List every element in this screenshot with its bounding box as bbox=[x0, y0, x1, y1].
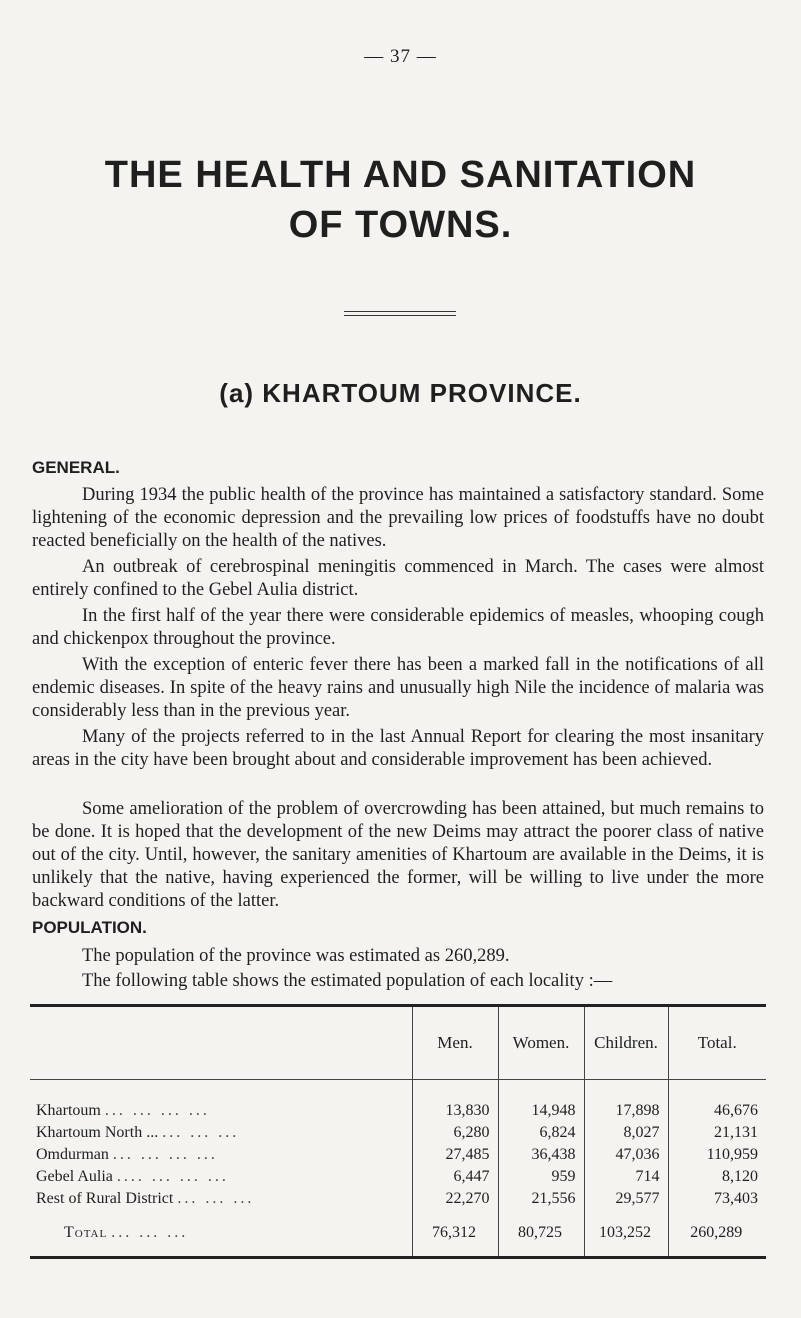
women-cell: 21,556 bbox=[498, 1188, 584, 1210]
population-table-container bbox=[30, 1004, 766, 1259]
header-locality bbox=[30, 1006, 412, 1080]
table-row bbox=[30, 1080, 766, 1123]
locality-cell: Khartoum ... ... ... ... bbox=[36, 1102, 210, 1119]
children-cell: 714 bbox=[584, 1166, 668, 1188]
total-cell: 8,120 bbox=[668, 1166, 766, 1188]
total-label-cell: Total ... ... ... bbox=[64, 1224, 189, 1241]
total-cell: 21,131 bbox=[668, 1122, 766, 1144]
header-children: Children. bbox=[584, 1006, 668, 1080]
table-row bbox=[30, 1188, 766, 1210]
children-cell: 29,577 bbox=[584, 1188, 668, 1210]
leader-dots: ... ... ... ... bbox=[104, 1102, 210, 1119]
locality-cell: Gebel Aulia .... ... ... ... bbox=[36, 1168, 229, 1185]
children-cell: 47,036 bbox=[584, 1144, 668, 1166]
men-cell: 6,280 bbox=[412, 1122, 498, 1144]
double-rule-divider bbox=[344, 311, 456, 316]
locality-cell: Omdurman ... ... ... ... bbox=[36, 1146, 218, 1163]
leader-dots: ... ... ... bbox=[177, 1190, 255, 1207]
population-heading: POPULATION. bbox=[32, 918, 147, 937]
total-cell: 73,403 bbox=[668, 1188, 766, 1210]
grand-total-cell: 260,289 bbox=[668, 1210, 766, 1258]
general-paragraph-4: With the exception of enteric fever there has been a marked fall in the notifications of all endemic diseases. In spite of the heavy rains and unusually high Nile the incidence of malaria was considerably less than in the previous year. bbox=[32, 655, 764, 721]
population-table bbox=[30, 1004, 766, 1259]
locality-cell: Khartoum North ... ... ... ... bbox=[36, 1124, 240, 1141]
page-number: — 37 — bbox=[364, 46, 437, 67]
leader-dots: ... ... ... bbox=[162, 1124, 240, 1141]
general-paragraph-5: Many of the projects referred to in the last Annual Report for clearing the most insanitary areas in the city have been brought about and considerable improvement has been achieved. bbox=[32, 727, 764, 770]
total-children-cell: 103,252 bbox=[584, 1210, 668, 1258]
children-cell: 8,027 bbox=[584, 1122, 668, 1144]
header-total: Total. bbox=[668, 1006, 766, 1080]
men-cell: 22,270 bbox=[412, 1188, 498, 1210]
leader-dots: .... ... ... ... bbox=[116, 1168, 229, 1185]
population-paragraph-2: The following table shows the estimated population of each locality :— bbox=[82, 971, 613, 991]
section-title: (a) KHARTOUM PROVINCE. bbox=[219, 378, 582, 408]
locality-cell: Rest of Rural District ... ... ... bbox=[36, 1190, 255, 1207]
women-cell: 959 bbox=[498, 1166, 584, 1188]
header-men: Men. bbox=[412, 1006, 498, 1080]
page-title-line-2: OF TOWNS. bbox=[288, 204, 513, 246]
women-cell: 14,948 bbox=[498, 1080, 584, 1123]
general-heading: GENERAL. bbox=[32, 458, 120, 477]
total-men-cell: 76,312 bbox=[412, 1210, 498, 1258]
men-cell: 13,830 bbox=[412, 1080, 498, 1123]
header-women: Women. bbox=[498, 1006, 584, 1080]
men-cell: 27,485 bbox=[412, 1144, 498, 1166]
page-title-line-1: THE HEALTH AND SANITATION bbox=[104, 154, 697, 196]
total-women-cell: 80,725 bbox=[498, 1210, 584, 1258]
leader-dots: ... ... ... ... bbox=[112, 1146, 218, 1163]
page-title bbox=[0, 150, 801, 250]
women-cell: 36,438 bbox=[498, 1144, 584, 1166]
general-paragraph-2: An outbreak of cerebrospinal meningitis commenced in March. The cases were almost entirely confined to the Gebel Aulia district. bbox=[32, 557, 764, 600]
table-row bbox=[30, 1144, 766, 1166]
table-total-row bbox=[30, 1210, 766, 1258]
total-cell: 46,676 bbox=[668, 1080, 766, 1123]
table-row bbox=[30, 1166, 766, 1188]
men-cell: 6,447 bbox=[412, 1166, 498, 1188]
total-cell: 110,959 bbox=[668, 1144, 766, 1166]
children-cell: 17,898 bbox=[584, 1080, 668, 1123]
general-paragraph-1: During 1934 the public health of the province has maintained a satisfactory standard. Some lightening of the economic depression and the prevailing low prices of foodstuffs have no doubt reacted beneficially on the health of the natives. bbox=[32, 485, 764, 551]
table-header-row bbox=[30, 1006, 766, 1080]
women-cell: 6,824 bbox=[498, 1122, 584, 1144]
population-paragraph-1: The population of the province was estimated as 260,289. bbox=[82, 946, 510, 966]
leader-dots: ... ... ... bbox=[111, 1224, 189, 1241]
general-paragraph-6: Some amelioration of the problem of overcrowding has been attained, but much remains to be done. It is hoped that the development of the new Deims may attract the poorer class of native out of the city. Until, however, the sanitary amenities of Khartoum are available in the Deims, it is unlikely that the native, having experienced the former, will be willing to live under the more backward conditions of the latter. bbox=[32, 799, 764, 911]
general-paragraph-3: In the first half of the year there were considerable epidemics of measles, whooping cough and chickenpox throughout the province. bbox=[32, 606, 764, 649]
table-row bbox=[30, 1122, 766, 1144]
